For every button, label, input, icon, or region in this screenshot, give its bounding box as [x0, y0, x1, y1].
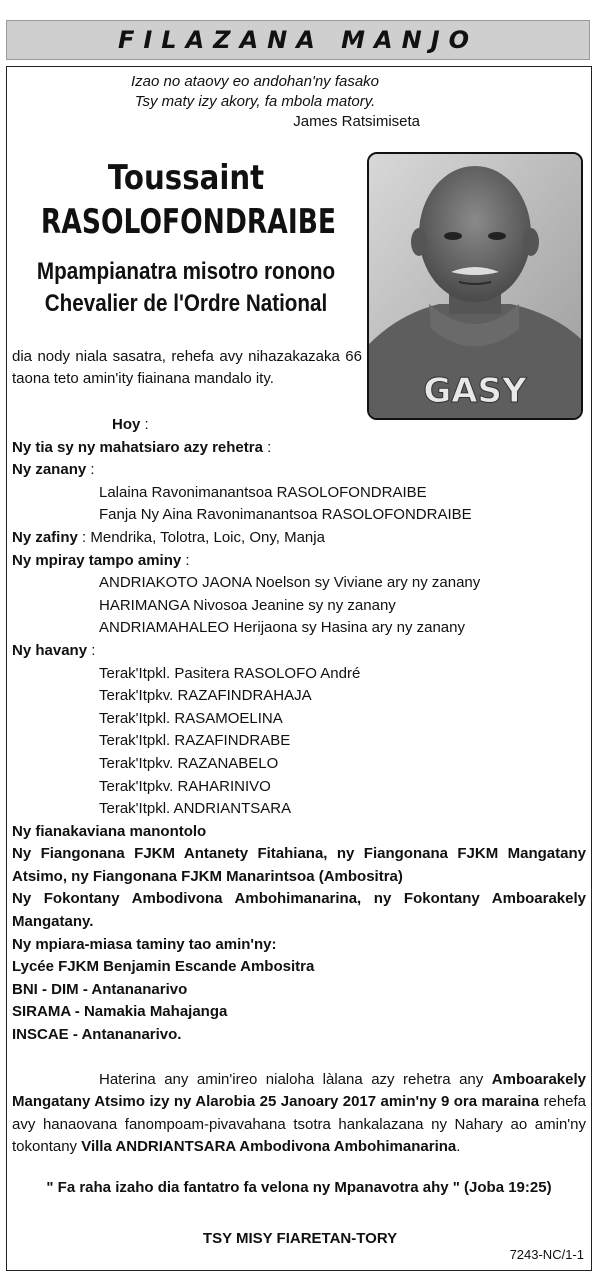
bible-verse: " Fa raha izaho dia fantatro fa velona ny Mpanavotra ahy " (Joba 19:25)	[46, 1179, 552, 1196]
paragraph-text-3: .	[456, 1138, 461, 1156]
funeral-paragraph	[12, 1069, 586, 1159]
list-item: ANDRIAKOTO JAONA Noelson sy Viviane ary ny zanany	[99, 574, 481, 592]
hoy-line: Hoy :	[112, 416, 149, 433]
families-line: Ny tia sy ny mahatsiaro azy rehetra :	[12, 438, 272, 456]
list-item: SIRAMA - Namakia Mahajanga	[12, 1003, 228, 1021]
grandchildren-label: Ny zafiny	[12, 528, 78, 546]
list-item: HARIMANGA Nivosoa Jeanine sy ny zanany	[99, 596, 396, 614]
epigraph	[0, 72, 510, 132]
list-item: Lalaina Ravonimanantsoa RASOLOFONDRAIBE	[99, 483, 427, 501]
paragraph-bold-2: Villa ANDRIANTSARA Ambodivona Ambohimanarina	[81, 1138, 457, 1156]
list-item: Terak'Itpkv. RAZAFINDRAHAJA	[99, 687, 312, 705]
list-item: Terak'Itpkv. RAHARINIVO	[99, 777, 271, 795]
epigraph-line-2: Tsy maty izy akory, fa mbola matory.	[134, 93, 376, 110]
notice-header	[6, 20, 590, 60]
deceased-last-name: RASOLOFONDRAIBE	[40, 202, 337, 242]
list-item: Terak'Itpkv. RAZANABELO	[99, 754, 279, 772]
relatives-line: Ny havany :	[12, 641, 96, 659]
deceased-intro: dia nody niala sasatra, rehefa avy nihazakazaka 66 taona teto amin'ity fiainana mandalo ity.	[12, 348, 362, 387]
list-item: Lycée FJKM Benjamin Escande Ambositra	[12, 958, 315, 976]
list-item: Terak'Itpkl. ANDRIANTSARA	[99, 800, 292, 818]
children-line: Ny zanany :	[12, 461, 95, 479]
list-item: ANDRIAMAHALEO Herijaona sy Hasina ary ny zanany	[99, 619, 465, 637]
list-item: BNI - DIM - Antananarivo	[12, 980, 188, 998]
header-title: FILAZANA MANJO	[117, 26, 479, 54]
paragraph-text-1: Haterina any amin'ireo nialoha làlana azy rehetra any	[99, 1070, 492, 1088]
colleagues-label: Ny mpiara-miasa taminy tao amin'ny:	[12, 935, 277, 953]
inlaws-label: Ny mpiray tampo aminy	[12, 551, 182, 569]
epigraph-line-1: Izao no ataovy eo andohan'ny fasako	[130, 73, 380, 90]
deceased-portrait-photo	[367, 152, 583, 420]
list-item: Fanja Ny Aina Ravonimanantsoa RASOLOFONDRAIBE	[99, 506, 472, 524]
reference-code: 7243-NC/1-1	[509, 1247, 584, 1262]
paragraph-bold-1: Amboarakely Mangatany Atsimo izy ny Alarobia 25 Janoary 2017 amin'ny 9 ora maraina	[12, 1070, 586, 1111]
epigraph-author: James Ratsimiseta	[293, 113, 420, 130]
relatives-label: Ny havany	[12, 641, 88, 659]
shirt-print: GASY	[423, 371, 527, 411]
churches-line: Ny Fiangonana FJKM Antanety Fitahiana, ny Fiangonana FJKM Mangatany Atsimo, ny Fiangonana FJKM Manarintsoa (Ambositra)	[12, 845, 586, 885]
children-label: Ny zanany	[12, 461, 87, 479]
grandchildren-line: Ny zafiny : Mendrika, Tolotra, Loic, Ony, Manja	[12, 528, 325, 546]
inlaws-line: Ny mpiray tampo aminy :	[12, 551, 190, 569]
notice-body	[12, 414, 586, 1200]
deceased-title-2: Chevalier de l'Ordre National	[44, 290, 328, 317]
paragraph-text-2: rehefa avy hanaovana fanompoam-pivavahana tsotra hankalazana ny Nahary ao amin'ny tokontany	[12, 1093, 587, 1156]
list-item: Terak'Itpkl. RASAMOELINA	[99, 709, 283, 727]
portrait-illustration	[369, 154, 581, 418]
deceased-first-name: Toussaint	[107, 158, 265, 198]
list-item: Terak'Itpkl. Pasitera RASOLOFO André	[99, 664, 361, 682]
hoy-label: Hoy	[112, 416, 141, 433]
list-item: Terak'Itpkl. RAZAFINDRABE	[99, 732, 291, 750]
list-item: INSCAE - Antananarivo.	[12, 1026, 182, 1044]
deceased-title-1: Mpampianatra misotro ronono	[36, 258, 336, 285]
fokontany-line: Ny Fokontany Ambodivona Ambohimanarina, ny Fokontany Amboarakely Mangatany.	[12, 890, 586, 931]
closing-line: TSY MISY FIARETAN-TORY	[202, 1230, 398, 1247]
grandchildren-names: Mendrika, Tolotra, Loic, Ony, Manja	[90, 528, 325, 546]
extended-family-line: Ny fianakaviana manontolo	[12, 822, 207, 840]
families-label: Ny tia sy ny mahatsiaro azy rehetra	[12, 438, 263, 456]
